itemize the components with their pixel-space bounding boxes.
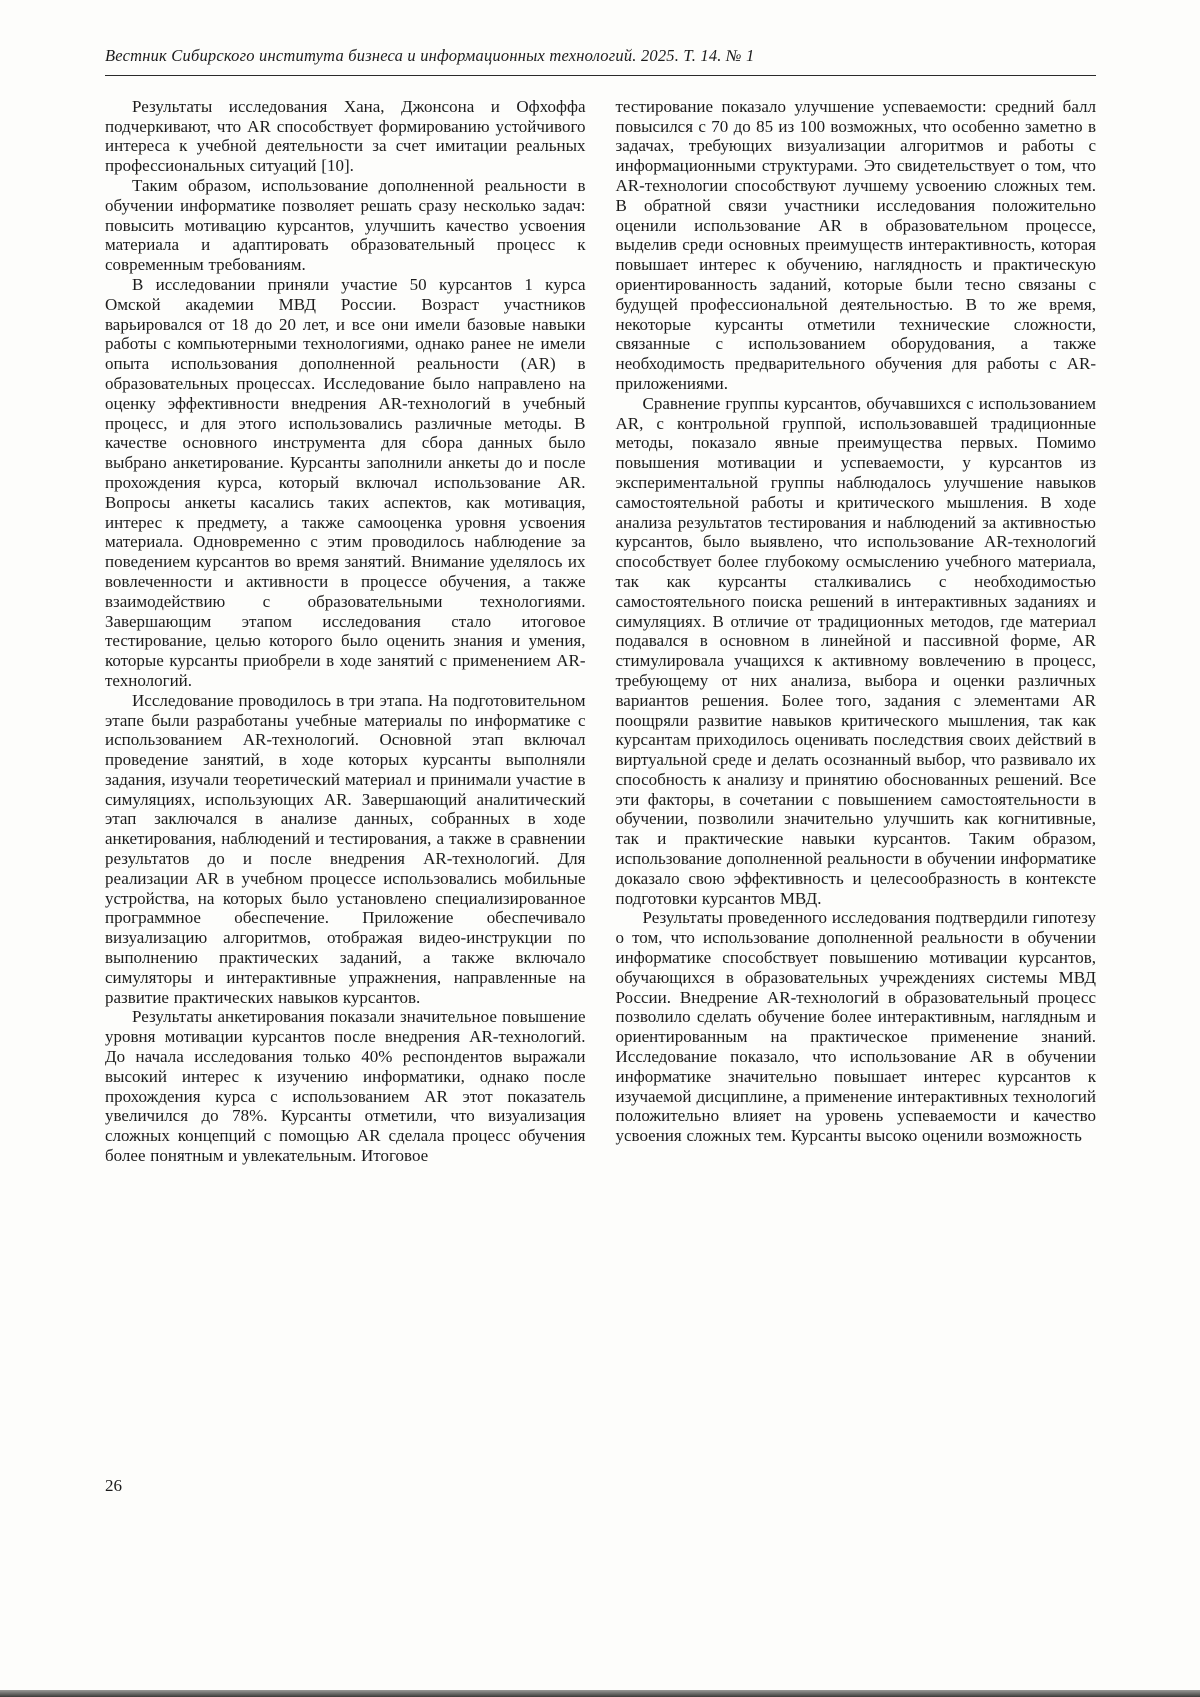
paragraph: Результаты проведенного исследования подтвердили гипотезу о том, что использование дополненной реальности в обучении информатике способствует повышению мотивации курсантов, обучающихся в образовательных учреждениях системы МВД России. Внедрение AR-технологий в образовательный процесс позволило сделать обучение более интерактивным, наглядным и ориентированным на практическое применение знаний. Исследование показало, что использование AR в обучении информатике значительно повышает интерес курсантов к изучаемой дисциплине, а применение интерактивных технологий положительно влияет на уровень успеваемости и качество усвоения сложных тем. Курсанты высоко оценили возможность bbox=[615, 908, 1096, 1146]
paragraph: Сравнение группы курсантов, обучавшихся с использованием AR, с контрольной группой, использовавшей традиционные методы, показало явные преимущества первых. Помимо повышения мотивации и успеваемости, у курсантов из экспериментальной группы наблюдалось улучшение навыков самостоятельной работы и критического мышления. В ходе анализа результатов тестирования и наблюдений за активностью курсантов, было выявлено, что использование AR-технологий способствует более глубокому осмыслению учебного материала, так как курсанты сталкивались с необходимостью самостоятельного поиска решений в интерактивных заданиях и симуляциях. В отличие от традиционных методов, где материал подавался в основном в линейной и пассивной форме, AR стимулировала учащихся к активному вовлечению в процесс, требующему от них анализа, выбора и оценки различных вариантов решения. Более того, задания с элементами AR поощряли развитие навыков критического мышления, так как курсантам приходилось оценивать последствия своих действий в виртуальной среде и делать осознанный выбор, что развивало их способность к анализу и принятию обоснованных решений. Все эти факторы, в сочетании с повышением самостоятельности в обучении, позволили значительно улучшить как когнитивные, так и практические навыки курсантов. Таким образом, использование дополненной реальности в обучении информатике доказало свою эффективность и целесообразность в контексте подготовки курсантов МВД. bbox=[615, 393, 1096, 908]
left-column bbox=[105, 97, 586, 1166]
journal-header: Вестник Сибирского института бизнеса и информационных технологий. 2025. Т. 14. № 1 bbox=[105, 46, 755, 65]
paragraph-continuation: тестирование показало улучшение успеваемости: средний балл повысился с 70 до 85 из 100 возможных, что особенно заметно в задачах, требующих визуализации алгоритмов и работы с информационными структурами. Это свидетельствует о том, что AR-технологии способствуют лучшему усвоению сложных тем. В обратной связи участники исследования положительно оценили использование AR в образовательном процессе, выделив среди основных преимуществ интерактивность, которая повышает интерес к обучению, наглядность и практическую ориентированность заданий, которые были тесно связаны с будущей профессиональной деятельностью. В то же время, некоторые курсанты отметили технические сложности, связанные с использованием оборудования, а также необходимость предварительного обучения для работы с AR-приложениями. bbox=[615, 96, 1096, 393]
two-column-body bbox=[105, 97, 1096, 1166]
paragraph: Таким образом, использование дополненной реальности в обучении информатике позволяет решать сразу несколько задач: повысить мотивацию курсантов, улучшить качество усвоения материала и адаптировать образовательный процесс к современным требованиям. bbox=[105, 175, 586, 275]
paragraph: Результаты анкетирования показали значительное повышение уровня мотивации курсантов после внедрения AR-технологий. До начала исследования только 40% респондентов выражали высокий интерес к изучению информатики, однако после прохождения курса с использованием AR этот показатель увеличился до 78%. Курсанты отметили, что визуализация сложных концепций с помощью AR сделала процесс обучения более понятным и увлекательным. Итоговое bbox=[105, 1007, 586, 1166]
right-column bbox=[616, 97, 1097, 1166]
paragraph: Исследование проводилось в три этапа. На подготовительном этапе были разработаны учебные материалы по информатике с использованием AR-технологий. Основной этап включал проведение занятий, в ходе которых курсанты выполняли задания, изучали теоретический материал и принимали участие в симуляциях, использующих AR. Завершающий аналитический этап заключался в анализе данных, собранных в ходе анкетирования, наблюдений и тестирования, а также в сравнении результатов до и после внедрения AR-технологий. Для реализации AR в учебном процессе использовались мобильные устройства, на которых было установлено специализированное программное обеспечение. Приложение обеспечивало визуализацию алгоритмов, отображая видео-инструкции по выполнению практических заданий, а также включало симуляторы и интерактивные упражнения, направленные на развитие практических навыков курсантов. bbox=[105, 690, 586, 1007]
paragraph: В исследовании приняли участие 50 курсантов 1 курса Омской академии МВД России. Возраст участников варьировался от 18 до 20 лет, и все они имели базовые навыки работы с компьютерными технологиями, однако ранее не имели опыта использования дополненной реальности (AR) в образовательных процессах. Исследование было направлено на оценку эффективности внедрения AR-технологий в учебный процесс, и для этого использовались различные методы. В качестве основного инструмента для сбора данных было выбрано анкетирование. Курсанты заполнили анкеты до и после прохождения курса, который включал использование AR. Вопросы анкеты касались таких аспектов, как мотивация, интерес к предмету, а также самооценка уровня усвоения материала. Одновременно с этим проводилось наблюдение за поведением курсантов во время занятий. Внимание уделялось их вовлеченности и активности в процессе обучения, а также взаимодействию с образовательными технологиями. Завершающим этапом исследования стало итоговое тестирование, целью которого было оценить знания и умения, которые курсанты приобрели в ходе занятий с применением AR-технологий. bbox=[105, 274, 586, 690]
header-rule bbox=[105, 75, 1096, 76]
page-number: 26 bbox=[105, 1476, 122, 1495]
scan-edge bbox=[0, 1690, 1200, 1697]
paragraph: Результаты исследования Хана, Джонсона и Офхоффа подчеркивают, что AR способствует формированию устойчивого интереса к учебной деятельности за счет имитации реальных профессиональных ситуаций [10]. bbox=[105, 96, 586, 176]
